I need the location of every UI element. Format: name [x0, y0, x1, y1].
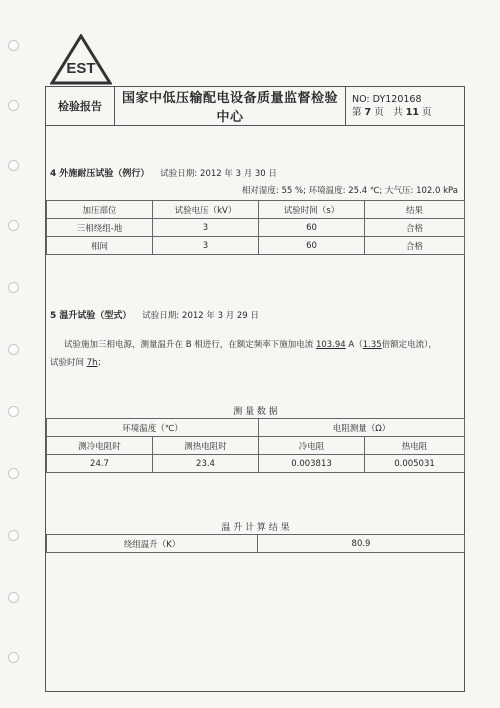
table-cell: 3: [153, 219, 259, 237]
table-row: [47, 219, 465, 237]
section5-title: 温升试验（型式）: [59, 311, 132, 321]
section4-date-label: 试验日期:: [160, 169, 198, 179]
table-cell: 3: [153, 237, 259, 255]
table-row: [47, 455, 465, 473]
col-header: 测热电阻时: [153, 437, 259, 455]
page-count: [352, 106, 458, 119]
section4-conditions: [242, 184, 458, 196]
pressure-value: 102.0 kPa: [416, 186, 458, 196]
desc-text-c: 倍额定电流），: [381, 340, 437, 350]
winding-label: 绕组温升（K）: [47, 535, 258, 553]
table-header-row: [47, 419, 465, 437]
desc-text-b: A（: [348, 340, 363, 350]
binder-hole: [8, 160, 19, 171]
est-logo: [50, 34, 112, 86]
temp-label: 环境温度:: [308, 186, 346, 196]
table-cell: 23.4: [153, 455, 259, 473]
binder-hole: [8, 468, 19, 479]
logo-text: EST: [66, 60, 96, 77]
table-cell: 合格: [365, 237, 465, 255]
measurement-title: 测 量 数 据: [233, 407, 278, 417]
table-row: [47, 535, 465, 553]
time-label: 试验时间: [50, 358, 85, 368]
humidity-value: 55 %;: [281, 186, 306, 196]
section4-date: 2012 年 3 月 30 日: [200, 169, 277, 179]
binder-hole: [8, 220, 19, 231]
test-current: 103.94: [315, 340, 346, 350]
table-header-row: [47, 437, 465, 455]
page-total: 11: [405, 107, 419, 118]
desc-text-a: 试验施加三相电源，测量温升在 B 相进行，在额定频率下施加电流: [64, 340, 314, 350]
table-cell: 三相绕组-地: [47, 219, 153, 237]
col-header: 热电阻: [365, 437, 465, 455]
section5-number: 5: [50, 311, 57, 321]
table-cell: 0.005031: [365, 455, 465, 473]
report-header: [45, 86, 465, 126]
section5-date: 2012 年 3 月 29 日: [182, 311, 259, 321]
binder-hole: [8, 406, 19, 417]
section4-number: 4: [50, 169, 57, 179]
section4-title: 外施耐压试验（例行）: [59, 169, 150, 179]
no-label: NO:: [352, 94, 370, 105]
section5-heading: [50, 308, 259, 321]
binder-hole: [8, 592, 19, 603]
test-duration: [50, 354, 106, 372]
section4-heading: [50, 166, 277, 179]
binder-hole: [8, 652, 19, 663]
withstand-table: [46, 200, 465, 255]
no-value: DY120168: [372, 94, 422, 105]
col-header: 试验时间（s）: [259, 201, 365, 219]
binder-holes: [8, 0, 22, 708]
table-header-row: [47, 201, 465, 219]
temp-value: 25.4 ℃;: [348, 186, 383, 196]
table-row: [47, 237, 465, 255]
winding-value: 80.9: [258, 535, 465, 553]
page-suffix: 页: [422, 107, 432, 118]
table-cell: 60: [259, 237, 365, 255]
pressure-label: 大气压:: [385, 186, 414, 196]
page-prefix: 第: [352, 107, 362, 118]
report-number: [352, 93, 458, 106]
col-header: 试验电压（kV）: [153, 201, 259, 219]
col-header: 测冷电阻时: [47, 437, 153, 455]
binder-hole: [8, 530, 19, 541]
col-header: 结果: [365, 201, 465, 219]
table-cell: 60: [259, 219, 365, 237]
binder-hole: [8, 100, 19, 111]
report-meta: [346, 87, 465, 126]
time-value: 7h: [86, 358, 98, 368]
time-end: ；: [97, 358, 107, 368]
report-label: 检验报告: [46, 87, 115, 126]
table-cell: 0.003813: [259, 455, 365, 473]
page-num: 7: [364, 107, 372, 118]
page-mid: 页 共: [374, 107, 403, 118]
measurement-table: [46, 418, 465, 473]
env-temp-header: 环境温度（℃）: [47, 419, 259, 437]
test-description: [64, 336, 437, 354]
winding-rise-table: [46, 534, 465, 553]
table-cell: 合格: [365, 219, 465, 237]
resistance-header: 电阻测量（Ω）: [259, 419, 465, 437]
current-multiple: 1.35: [362, 340, 382, 350]
section5-date-label: 试验日期:: [142, 311, 180, 321]
table-cell: 相间: [47, 237, 153, 255]
col-header: 冷电阻: [259, 437, 365, 455]
calc-title: 温 升 计 算 结 果: [221, 523, 290, 533]
binder-hole: [8, 40, 19, 51]
humidity-label: 相对湿度:: [241, 186, 279, 196]
binder-hole: [8, 282, 19, 293]
col-header: 加压部位: [47, 201, 153, 219]
center-name: 国家中低压输配电设备质量监督检验中心: [115, 87, 346, 126]
report-body: [45, 122, 465, 692]
table-cell: 24.7: [47, 455, 153, 473]
binder-hole: [8, 344, 19, 355]
